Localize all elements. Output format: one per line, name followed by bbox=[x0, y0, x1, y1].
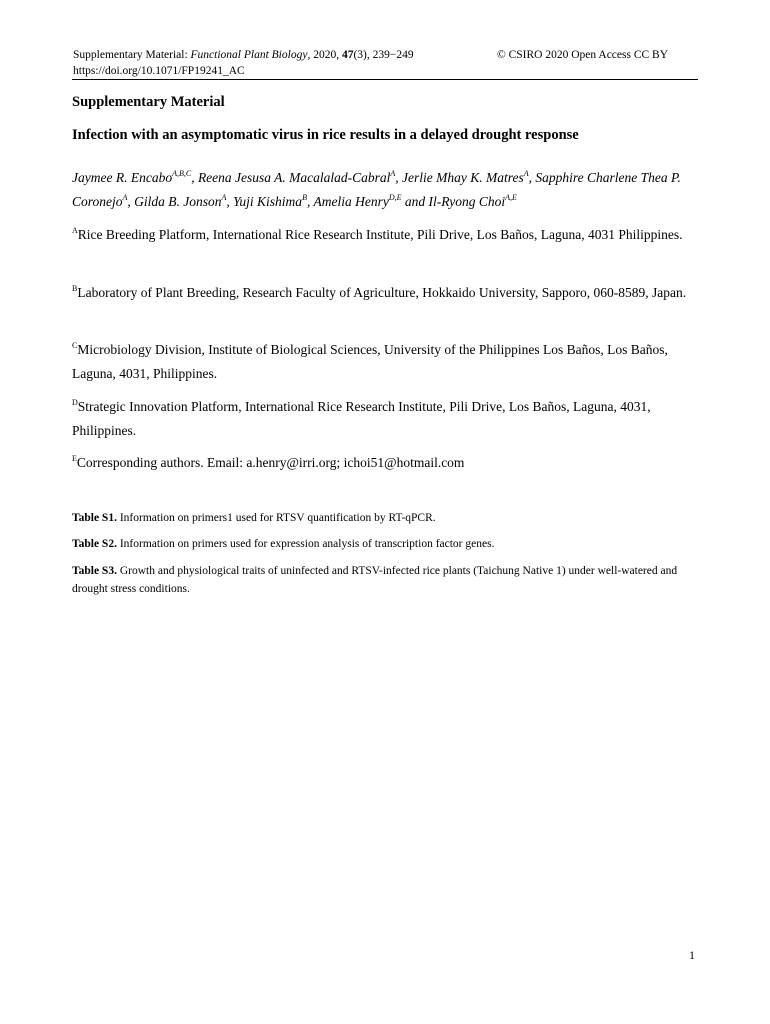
affiliation-text: Corresponding authors. Email: a.henry@irri.org; ichoi51@hotmail.com bbox=[76, 455, 465, 470]
table-label: Table S3. bbox=[72, 565, 117, 577]
author: Gilda B. Jonson bbox=[134, 194, 222, 209]
author-affiliation-mark: A,B,C bbox=[172, 169, 192, 178]
author: Amelia Henry bbox=[313, 194, 389, 209]
affiliation-d bbox=[72, 395, 692, 443]
page-number: 1 bbox=[689, 948, 695, 962]
author-affiliation-mark: B bbox=[302, 193, 307, 202]
affiliation-text: Laboratory of Plant Breeding, Research Faculty of Agriculture, Hokkaido University, Sapporo, 060-8589, Japan. bbox=[77, 285, 687, 300]
author-affiliation-mark: A bbox=[221, 193, 227, 202]
author: Reena Jesusa A. Macalalad-Cabral bbox=[197, 170, 391, 185]
affiliation-mark: E bbox=[72, 454, 77, 463]
table-s3-caption bbox=[72, 562, 692, 598]
affiliation-mark: A bbox=[72, 226, 78, 235]
author: Jaymee R. Encabo bbox=[72, 170, 173, 185]
supplementary-heading: Supplementary Material bbox=[72, 94, 225, 110]
author-separator: , bbox=[306, 194, 314, 209]
affiliation-mark: D bbox=[72, 398, 78, 407]
journal-name: Functional Plant Biology bbox=[190, 49, 308, 61]
affiliation-text: Microbiology Division, Institute of Biological Sciences, University of the Philippines Los Baños, Los Baños, Laguna, 4031, Philippines. bbox=[72, 342, 668, 381]
table-label: Table S2. bbox=[72, 538, 117, 550]
author: Il-Ryong Choi bbox=[428, 194, 506, 209]
author-separator: , bbox=[528, 170, 536, 185]
table-s1-caption bbox=[72, 509, 692, 527]
table-caption-text: Growth and physiological traits of uninfected and RTSV-infected rice plants (Taichung Native 1) under well-watered and drought stress conditions. bbox=[72, 565, 678, 595]
table-label: Table S1. bbox=[72, 512, 117, 524]
header-rule bbox=[72, 79, 698, 80]
affiliation-a bbox=[72, 223, 692, 247]
author-affiliation-mark: A bbox=[523, 169, 529, 178]
author-list bbox=[72, 166, 698, 214]
author-separator: and bbox=[401, 194, 429, 209]
author: Yuji Kishima bbox=[233, 194, 303, 209]
header-prefix: Supplementary Material: bbox=[73, 49, 191, 61]
header-doi: https://doi.org/10.1071/FP19241_AC bbox=[73, 65, 245, 77]
table-s2-caption bbox=[72, 535, 692, 553]
header-issue-pages: (3), 239−249 bbox=[353, 49, 414, 61]
table-caption-text: Information on primers1 used for RTSV quantification by RT-qPCR. bbox=[116, 512, 436, 524]
author-affiliation-mark: A,E bbox=[505, 193, 517, 202]
affiliation-mark: C bbox=[72, 341, 78, 350]
author-affiliation-mark: A bbox=[122, 193, 128, 202]
affiliation-text: Strategic Innovation Platform, International Rice Research Institute, Pili Drive, Los Baños, Laguna, 4031, Philippines. bbox=[72, 399, 651, 438]
author-separator: , bbox=[395, 170, 403, 185]
affiliation-text: Rice Breeding Platform, International Rice Research Institute, Pili Drive, Los Baños, Laguna, 4031 Philippines. bbox=[77, 227, 683, 242]
author: Sapphire Charlene Thea P. Coronejo bbox=[72, 170, 681, 209]
table-caption-text: Information on primers used for expression analysis of transcription factor genes. bbox=[116, 538, 495, 550]
author: Jerlie Mhay K. Matres bbox=[402, 170, 524, 185]
author-separator: , bbox=[127, 194, 135, 209]
journal-volume: 47 bbox=[341, 49, 354, 61]
header-year: , 2020, bbox=[307, 49, 342, 61]
affiliation-c bbox=[72, 338, 692, 386]
corresponding-authors bbox=[72, 451, 692, 475]
author-separator: , bbox=[226, 194, 234, 209]
author-affiliation-mark: D,E bbox=[388, 193, 402, 202]
paper-title: Infection with an asymptomatic virus in rice results in a delayed drought response bbox=[72, 127, 579, 143]
copyright-notice: © CSIRO 2020 Open Access CC BY bbox=[497, 49, 669, 61]
affiliation-mark: B bbox=[72, 284, 78, 293]
affiliation-b bbox=[72, 281, 692, 305]
author-affiliation-mark: A bbox=[390, 169, 396, 178]
running-header bbox=[73, 47, 503, 79]
author-separator: , bbox=[191, 170, 198, 185]
